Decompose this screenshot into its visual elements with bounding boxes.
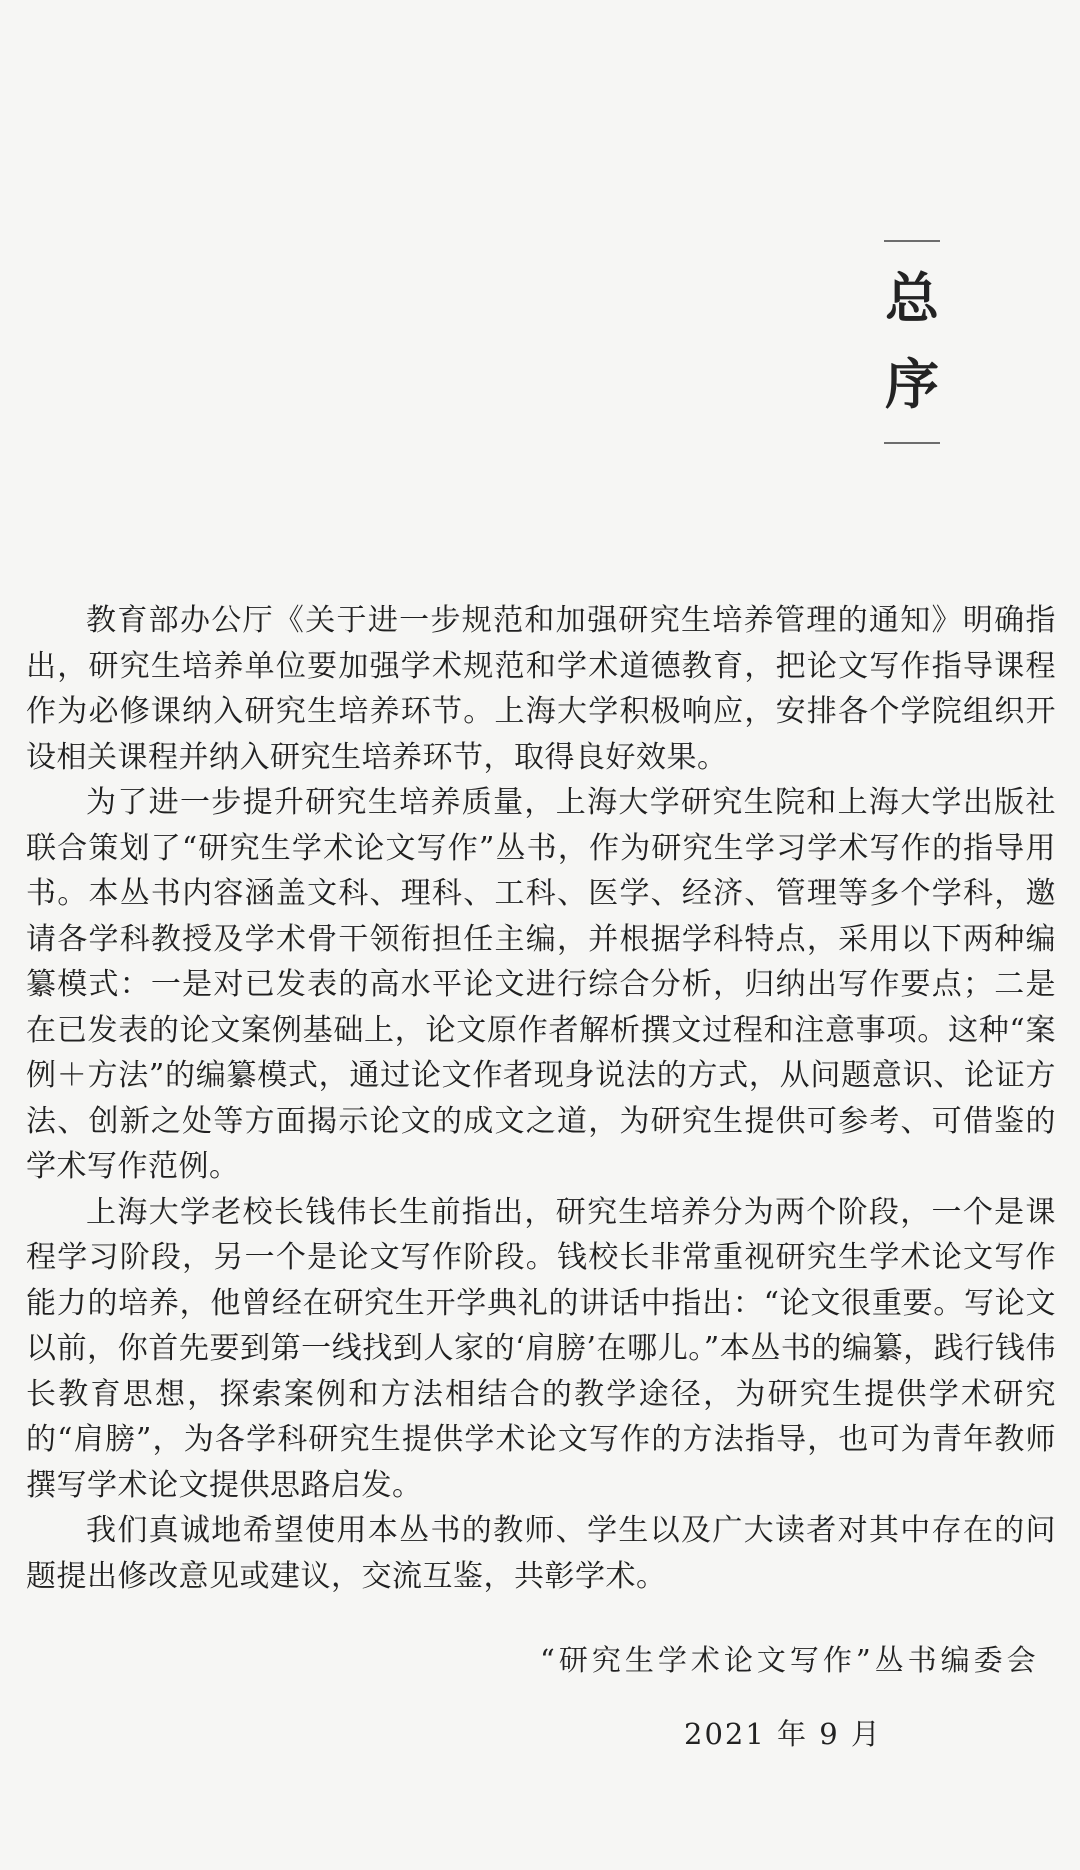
signature-date: 2021 年 9 月 bbox=[684, 1717, 882, 1751]
paragraph-3: 上海大学老校长钱伟长生前指出，研究生培养分为两个阶段，一个是课程学习阶段，另一个是论文写作阶段。钱校长非常重视研究生学术论文写作能力的培养，他曾经在研究生开学典礼的讲话中指出：“论文很重要。写论文以前，你首先要到第一线找到人家的‘肩膀’在哪儿。”本丛书的编纂，践行钱伟长教育思想，探索案例和方法相结合的教学途径，为研究生提供学术研究的“肩膀”，为各学科研究生提供学术论文写作的方法指导，也可为青年教师撰写学术论文提供思路启发。 bbox=[26, 1194, 1056, 1503]
title-top-rule bbox=[884, 240, 940, 242]
signature-organization: “研究生学术论文写作”丛书编委会 bbox=[540, 1643, 1040, 1677]
body-text bbox=[26, 598, 1056, 1599]
signature-block bbox=[540, 1640, 1040, 1754]
paragraph-4: 我们真诚地希望使用本丛书的教师、学生以及广大读者对其中存在的问题提出修改意见或建议，交流互鉴，共彰学术。 bbox=[26, 1513, 1056, 1594]
section-title bbox=[872, 240, 952, 444]
title-bottom-rule bbox=[884, 442, 940, 444]
title-char-1: 总 bbox=[885, 267, 939, 330]
paragraph-2: 为了进一步提升研究生培养质量，上海大学研究生院和上海大学出版社联合策划了“研究生学术论文写作”丛书，作为研究生学习学术写作的指导用书。本丛书内容涵盖文科、理科、工科、医学、经济、管理等多个学科，邀请各学科教授及学术骨干领衔担任主编，并根据学科特点，采用以下两种编纂模式：一是对已发表的高水平论文进行综合分析，归纳出写作要点；二是在已发表的论文案例基础上，论文原作者解析撰文过程和注意事项。这种“案例＋方法”的编纂模式，通过论文作者现身说法的方式，从问题意识、论证方法、创新之处等方面揭示论文的成文之道，为研究生提供可参考、可借鉴的学术写作范例。 bbox=[26, 785, 1056, 1184]
paragraph-1: 教育部办公厅《关于进一步规范和加强研究生培养管理的通知》明确指出，研究生培养单位要加强学术规范和学术道德教育，把论文写作指导课程作为必修课纳入研究生培养环节。上海大学积极响应，安排各个学院组织开设相关课程并纳入研究生培养环节，取得良好效果。 bbox=[26, 603, 1056, 775]
title-char-2: 序 bbox=[885, 353, 939, 416]
